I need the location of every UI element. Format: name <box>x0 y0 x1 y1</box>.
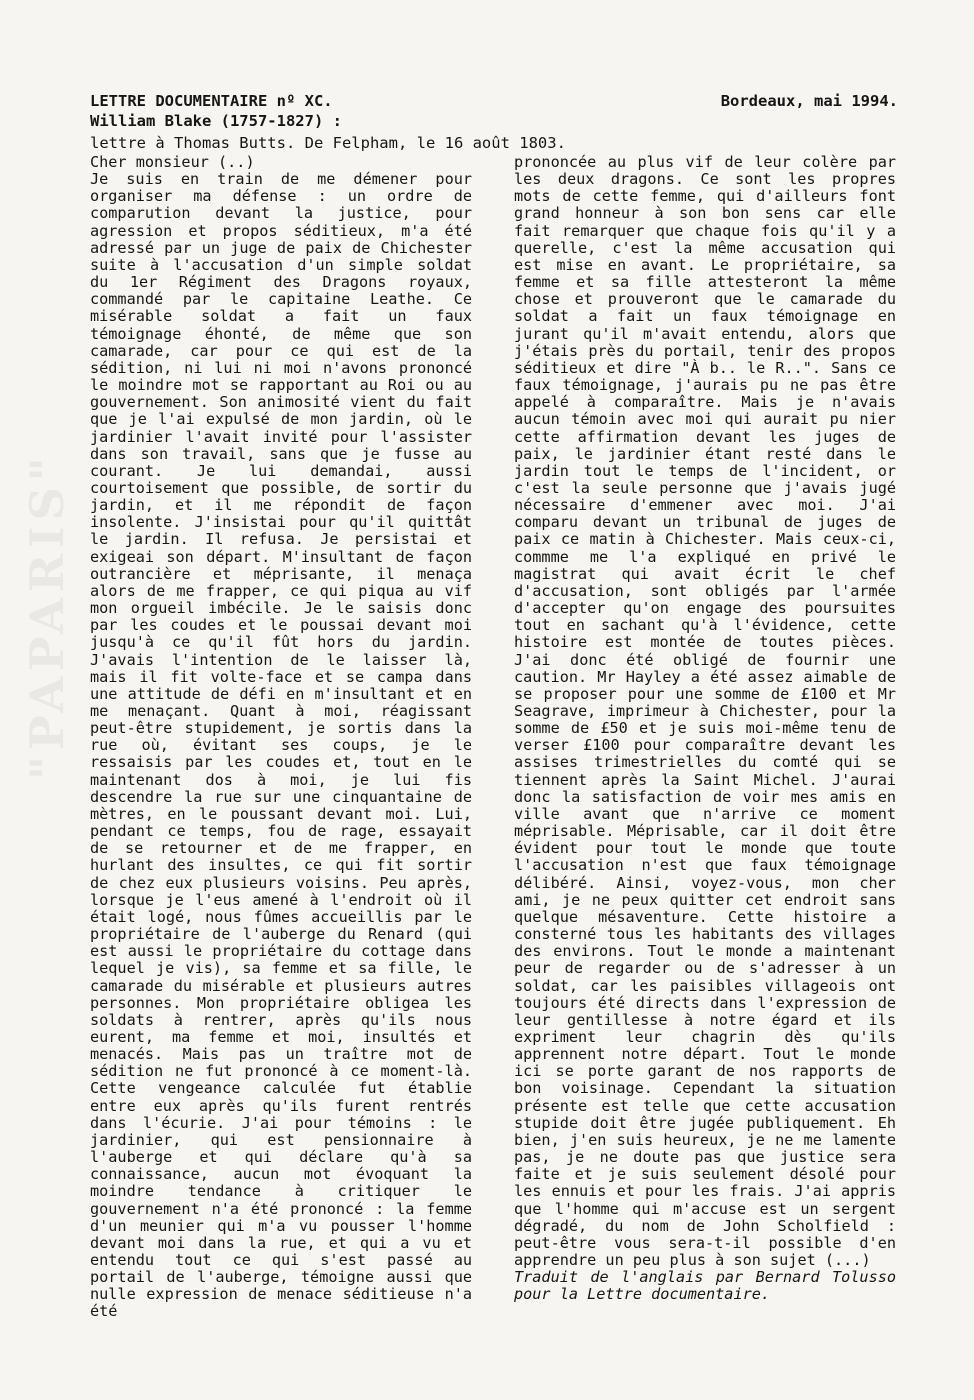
letter-column-left <box>90 154 472 1321</box>
bleed-through-watermark: "PAPARIS" <box>20 451 74 780</box>
letter-body-right: prononcée au plus vif de leur colère par les deux dragons. Ce sont les propres mots de cette femme, qui d'ailleurs font grand honneur à son bon sens car elle fait remarquer que chaque fois qu'il y a querelle, c'est la même accusation qui est mise en avant. Le propriétaire, sa femme et sa fille attesteront la même chose et prouveront que le camarade du soldat a fait un faux témoignage en jurant qu'il m'avait entendu, alors que j'étais près du portail, tenir des propos séditieux et dire "À b.. le R..". Sans ce faux témoignage, j'aurais pu ne pas être appelé à comparaître. Mais je n'avais aucun témoin avec moi qui aurait pu nier cette affirmation devant les juges de paix, le jardinier étant resté dans le jardin tout le temps de l'incident, or c'est la seule personne que j'avais jugé nécessaire d'emmener avec moi. J'ai comparu devant un tribunal de juges de paix ce matin à Chichester. Mais ceux-ci, commme me l'a expliqué en privé le magistrat qui avait écrit le chef d'accusation, sont obligés par l'armée d'accepter qu'on engage des poursuites tout en sachant qu'à l'évidence, cette histoire est montée de toutes pièces. J'ai donc été obligé de fournir une caution. Mr Hayley a été assez aimable de se proposer pour une somme de £100 et Mr Seagrave, imprimeur à Chichester, pour la somme de £50 et je suis moi-même tenu de verser £100 pour comparaître devant les assises trimestrielles du comté qui se tiennent après la Saint Michel. J'aurai donc la satisfaction de voir mes amis en ville avant que n'arrive ce moment méprisable. Méprisable, car il doit être évident pour tout le monde que toute l'accusation n'est que faux témoignage délibéré. Ainsi, voyez-vous, mon cher ami, je ne peux quitter cet endroit sans quelque mésaventure. Cette histoire a consterné tous les habitants des villages des environs. Tout le monde a maintenant peur de regarder ou de s'adresser à un soldat, car les paisibles villageois ont toujours été directs dans l'expression de leur gentillesse à notre égard et ils expriment leur chagrin dès qu'ils apprennent notre départ. Tout le monde ici se porte garant de nos rapports de bon voisinage. Cependant la situation présente est telle que cette accusation stupide doit être jugée publiquement. Eh bien, j'en suis heureux, je ne me lamente pas, je ne doute pas que justice sera faite et je suis seulement désolé pour les ennuis et pour les frais. J'ai appris que l'homme qui m'accuse est un sergent dégradé, du nom de John Scholfield : peut-être vous sera-t-il possible d'en apprendre un peu plus à son sujet (...) <box>514 153 896 1269</box>
translation-credit: Traduit de l'anglais par Bernard Tolusso pour la Lettre documentaire. <box>514 1268 896 1304</box>
letter-header <box>90 92 898 110</box>
letter-heading: lettre à Thomas Butts. De Felpham, le 16 août 1803. <box>90 134 566 152</box>
author-line: William Blake (1757-1827) : <box>90 112 342 130</box>
salutation: Cher monsieur (..) <box>90 153 255 171</box>
place-date: Bordeaux, mai 1994. <box>720 92 898 110</box>
letter-body-left: Je suis en train de me démener pour organiser ma défense : un ordre de comparution devant la justice, pour agression et propos séditieux, m'a été adressé par un juge de paix de Chichester suite à l'accusation d'un simple soldat du 1er Régiment des Dragons royaux, commandé par le capitaine Leathe. Ce misérable soldat a fait un faux témoignage éhonté, de même que son camarade, car pour ce qui est de la sédition, ni lui ni moi n'avons prononcé le moindre mot se rapportant au Roi ou au gouvernement. Son animosité vient du fait que je l'ai expulsé de mon jardin, où le jardinier l'avait invité pour l'assister dans son travail, sans que je fusse au courant. Je lui demandai, aussi courtoisement que possible, de sortir du jardin, et il me répondit de façon insolente. J'insistai pour qu'il quittât le jardin. Il refusa. Je persistai et exigeai son départ. M'insultant de façon outrancière et méprisante, il menaça alors de me frapper, ce qui piqua au vif mon orgueil imbécile. Je le saisis donc par les coudes et le poussai devant moi jusqu'à ce qu'il fût hors du jardin. J'avais l'intention de le laisser là, mais il fit volte-face et se campa dans une attitude de défi en m'insultant et en me menaçant. Quant à moi, réagissant peut-être stupidement, je sortis dans la rue où, évitant ses coups, je le ressaisis par les coudes et, tout en le maintenant dos à moi, je lui fis descendre la rue sur une cinquantaine de mètres, en le poussant devant moi. Lui, pendant ce temps, fou de rage, essayait de se retourner et de me frapper, en hurlant des insultes, ce qui fit sortir de chez eux plusieurs voisins. Peu après, lorsque je l'eus amené à l'endroit où il était logé, nous fûmes accueillis par le propriétaire de l'auberge du Renard (qui est aussi le propriétaire du cottage dans lequel je vis), sa femme et sa fille, le camarade du misérable et plusieurs autres personnes. Mon propriétaire obligea les soldats à rentrer, après qu'ils nous eurent, ma femme et moi, insultés et menacés. Mais pas un traître mot de sédition ne fut prononcé à ce moment-là. Cette vengeance calculée fut établie entre eux après qu'ils furent rentrés dans l'écurie. J'ai pour témoins : le jardinier, qui est pensionnaire à l'auberge et qui déclare qu'à sa connaissance, aucun mot évoquant la moindre tendance à critiquer le gouvernement n'a été prononcé : la femme d'un meunier qui m'a vu pousser l'homme devant moi dans la rue, et qui a vu et entendu tout ce qui s'est passé au portail de l'auberge, témoigne aussi que nulle expression de menace séditieuse n'a été <box>90 170 472 1321</box>
newsletter-title: LETTRE DOCUMENTAIRE nº XC. <box>90 92 333 110</box>
letter-column-right <box>514 154 896 1303</box>
